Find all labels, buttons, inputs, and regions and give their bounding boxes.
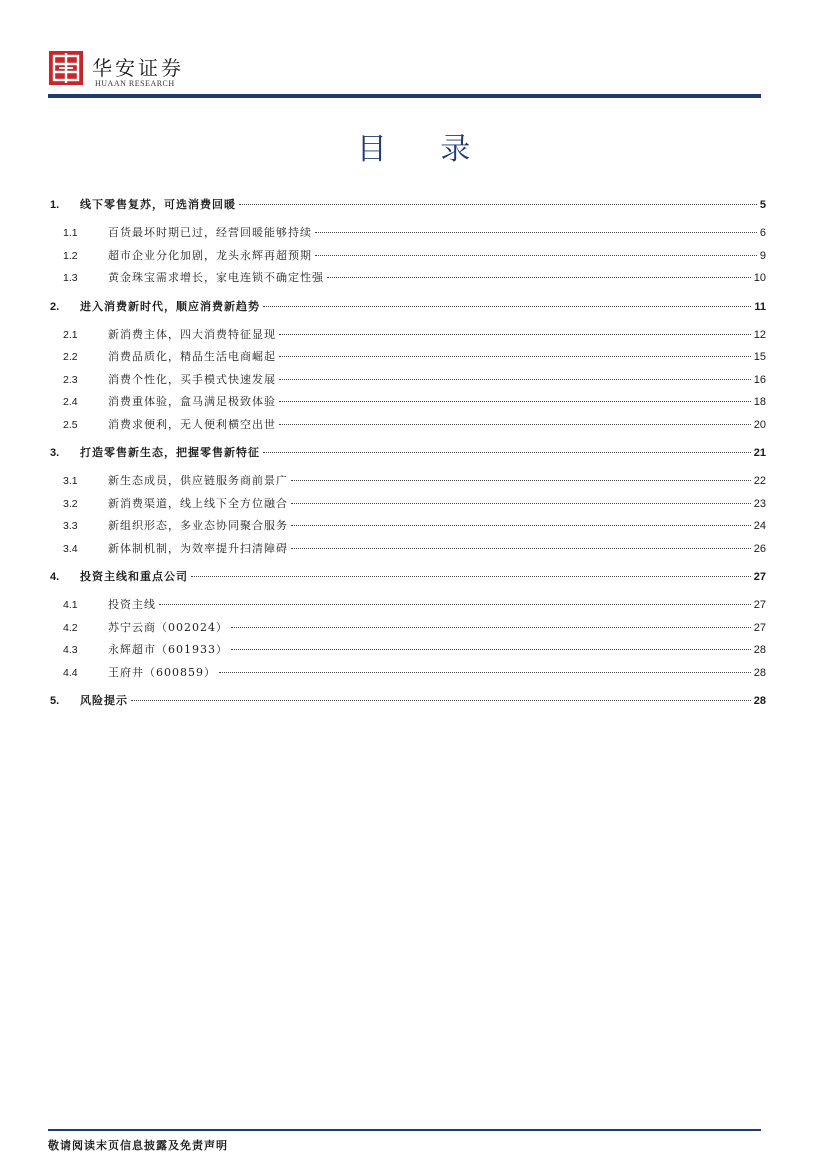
toc-subsection-row[interactable]: [50, 371, 766, 394]
leader-dots: [159, 604, 751, 605]
toc-subsection-title: 永辉超市（601933）: [108, 643, 228, 656]
toc-section-title: 投资主线和重点公司: [80, 570, 188, 583]
toc-subsection-number: 4.4: [63, 666, 78, 679]
toc-section-page: 5: [759, 199, 766, 211]
leader-dots: [239, 204, 757, 205]
leader-dots: [131, 700, 751, 701]
toc-subsection-number: 2.5: [63, 418, 78, 431]
toc-subsection-title: 新体制机制，为效率提升扫清障碍: [108, 541, 288, 555]
toc-subsection-number: 2.3: [63, 373, 78, 386]
toc-subsection-row[interactable]: [50, 416, 766, 439]
toc-subsection-number: 3.1: [63, 475, 78, 487]
leader-dots: [279, 401, 751, 402]
toc-subsection-number: 4.3: [63, 644, 78, 656]
toc-subsection-page: 23: [753, 497, 766, 510]
page-header: [48, 48, 761, 100]
toc-subsection-number: 3.3: [63, 520, 78, 532]
toc-subsection-page: 27: [753, 599, 766, 611]
toc-subsection-number: 2.1: [63, 328, 78, 341]
toc-subsection-title: 消费品质化，精品生活电商崛起: [108, 350, 276, 363]
toc-section-page: 11: [754, 300, 766, 313]
toc-section-number: 5.: [50, 695, 60, 707]
toc-subsection-row[interactable]: [50, 596, 766, 619]
toc-subsection-number: 2.4: [63, 396, 78, 408]
toc-subsection-title: 新消费主体，四大消费特征显现: [108, 327, 276, 341]
toc-subsection-number: 4.2: [63, 621, 78, 634]
toc-subsection-row[interactable]: [50, 326, 766, 349]
toc-subsection-number: 3.4: [63, 542, 78, 555]
toc-subsection-title: 王府井（600859）: [108, 665, 216, 679]
brand-name-en: HUAAN RESEARCH: [95, 79, 175, 88]
toc-subsection-page: 28: [753, 666, 766, 679]
toc-subsection-title: 黄金珠宝需求增长，家电连锁不确定性强: [108, 271, 324, 284]
toc-subsection-row[interactable]: [50, 619, 766, 642]
toc-subsection-row[interactable]: [50, 664, 766, 687]
toc-subsection-title: 消费重体验，盒马满足极致体验: [108, 395, 276, 408]
leader-dots: [291, 525, 751, 526]
leader-dots: [279, 356, 751, 357]
toc-subsection-title: 新消费渠道，线上线下全方位融合: [108, 496, 288, 510]
leader-dots: [315, 232, 757, 233]
toc-section-page: 27: [753, 571, 766, 583]
toc-subsection-page: 18: [753, 396, 766, 408]
toc-section-row[interactable]: [50, 568, 766, 592]
toc-subsection-title: 百货最坏时期已过，经营回暖能够持续: [108, 226, 312, 239]
toc-subsection-page: 10: [753, 272, 766, 284]
toc-subsection-row[interactable]: [50, 517, 766, 540]
toc-section-title: 风险提示: [80, 694, 128, 707]
toc-subsection-page: 24: [753, 520, 766, 532]
leader-dots: [291, 548, 751, 549]
toc-subsection-title: 消费个性化，买手模式快速发展: [108, 372, 276, 386]
toc-subsection-row[interactable]: [50, 540, 766, 563]
toc-subsection-title: 苏宁云商（002024）: [108, 620, 228, 634]
table-of-contents: [50, 196, 766, 716]
toc-subsection-number: 1.2: [63, 249, 78, 262]
toc-section-title: 进入消费新时代，顺应消费新趋势: [80, 299, 260, 313]
toc-subsection-page: 9: [759, 249, 766, 262]
toc-subsection-number: 4.1: [63, 599, 78, 611]
toc-subsection-title: 超市企业分化加剧，龙头永辉再超预期: [108, 248, 312, 262]
toc-section-page: 21: [753, 447, 766, 459]
leader-dots: [263, 452, 751, 453]
toc-subsection-row[interactable]: [50, 224, 766, 247]
toc-subsection-page: 6: [759, 227, 766, 239]
leader-dots: [231, 627, 751, 628]
toc-section-page: 28: [753, 695, 766, 707]
toc-section-row[interactable]: [50, 444, 766, 468]
toc-section-row[interactable]: [50, 196, 766, 220]
toc-section-row[interactable]: [50, 298, 766, 322]
toc-subsection-page: 20: [753, 418, 766, 431]
toc-subsection-page: 27: [753, 621, 766, 634]
toc-subsection-row[interactable]: [50, 641, 766, 664]
toc-subsection-page: 28: [753, 644, 766, 656]
toc-subsection-number: 3.2: [63, 497, 78, 510]
toc-subsection-page: 15: [753, 351, 766, 363]
toc-subsection-page: 22: [753, 475, 766, 487]
toc-section-title: 线下零售复苏，可选消费回暖: [80, 198, 236, 211]
leader-dots: [231, 649, 751, 650]
leader-dots: [279, 379, 751, 380]
toc-subsection-number: 1.1: [63, 227, 78, 239]
toc-subsection-page: 16: [753, 373, 766, 386]
toc-section-title: 打造零售新生态，把握零售新特征: [80, 446, 260, 459]
leader-dots: [291, 480, 751, 481]
leader-dots: [327, 277, 751, 278]
huaan-logo-icon: [48, 50, 84, 86]
toc-section-number: 3.: [50, 447, 60, 459]
toc-subsection-row[interactable]: [50, 495, 766, 518]
leader-dots: [279, 424, 751, 425]
leader-dots: [291, 503, 751, 504]
leader-dots: [315, 255, 757, 256]
footer-disclaimer: 敬请阅读末页信息披露及免责声明: [48, 1139, 228, 1152]
toc-section-number: 2.: [50, 300, 60, 313]
toc-subsection-page: 12: [753, 328, 766, 341]
leader-dots: [263, 306, 751, 307]
toc-subsection-page: 26: [753, 542, 766, 555]
toc-subsection-title: 投资主线: [108, 598, 156, 611]
leader-dots: [279, 334, 751, 335]
toc-subsection-title: 消费求便利，无人便利横空出世: [108, 417, 276, 431]
toc-subsection-row[interactable]: [50, 393, 766, 416]
header-divider: [48, 94, 761, 98]
toc-section-number: 1.: [50, 199, 60, 211]
toc-subsection-row[interactable]: [50, 472, 766, 495]
toc-subsection-row[interactable]: [50, 348, 766, 371]
toc-subsection-number: 1.3: [63, 272, 78, 284]
toc-section-row[interactable]: [50, 692, 766, 716]
toc-subsection-title: 新生态成员，供应链服务商前景广: [108, 474, 288, 487]
toc-subsection-row[interactable]: [50, 269, 766, 292]
toc-section-number: 4.: [50, 571, 60, 583]
leader-dots: [191, 576, 751, 577]
toc-subsection-row[interactable]: [50, 247, 766, 270]
brand-name-cn: 华安证券: [92, 56, 184, 80]
toc-subsection-title: 新组织形态，多业态协同聚合服务: [108, 519, 288, 532]
toc-title: 目 录: [356, 132, 493, 167]
leader-dots: [219, 672, 751, 673]
footer-divider: [48, 1129, 761, 1131]
toc-subsection-number: 2.2: [63, 351, 78, 363]
